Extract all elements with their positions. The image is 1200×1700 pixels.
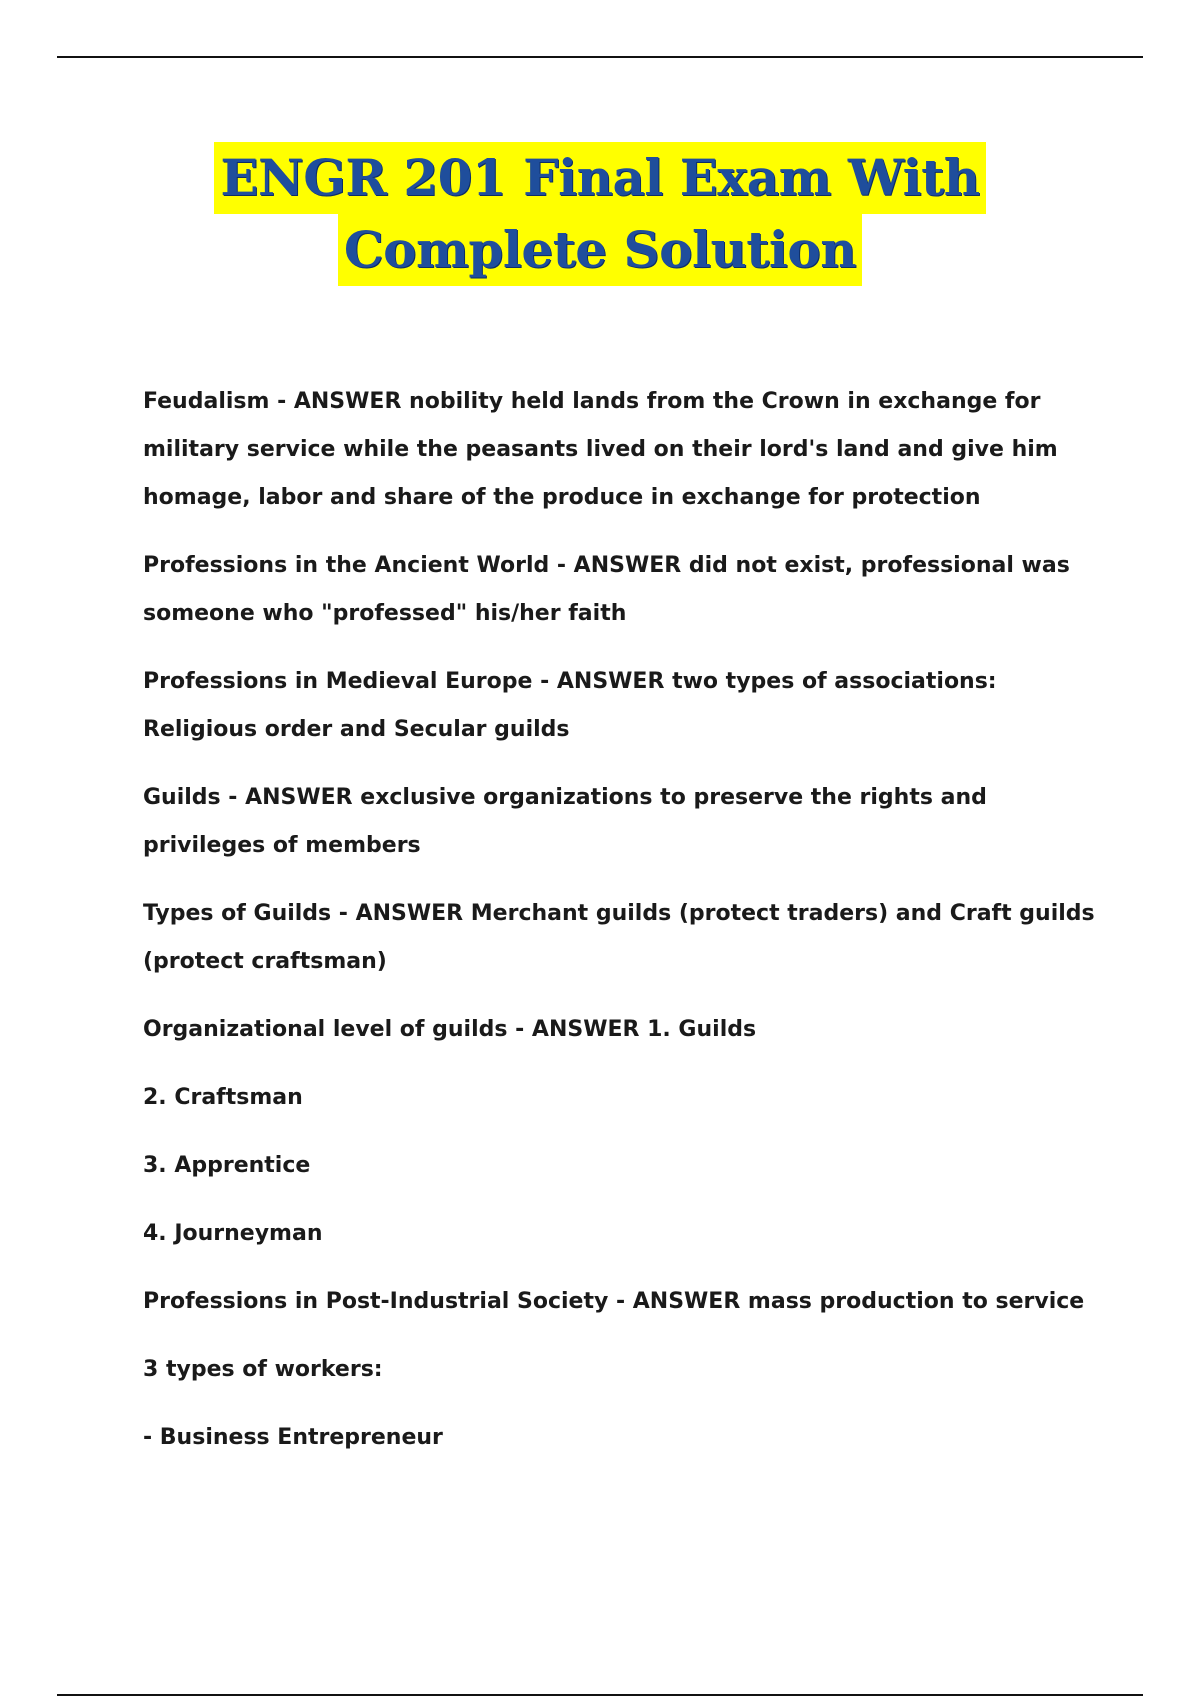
list-item-craftsman: 2. Craftsman [143, 1085, 303, 1110]
qa-entry-types-of-guilds: Types of Guilds - ANSWER Merchant guilds (protect traders) and Craft guilds (protect craftsman) [143, 901, 1095, 974]
qa-entry-guilds: Guilds - ANSWER exclusive organizations to preserve the rights and privileges of members [143, 785, 987, 858]
top-rule [57, 56, 1143, 58]
list-heading-types-of-workers: 3 types of workers: [143, 1357, 383, 1382]
qa-entry-organizational-level: Organizational level of guilds - ANSWER 1. Guilds [143, 1017, 757, 1042]
bottom-rule [57, 1694, 1143, 1696]
list-item-apprentice: 3. Apprentice [143, 1153, 311, 1178]
qa-entry-professions-ancient-world: Professions in the Ancient World - ANSWER did not exist, professional was someone who "professed" his/her faith [143, 553, 1070, 626]
page-title [0, 142, 1200, 286]
title-line-1: ENGR 201 Final Exam With [214, 142, 985, 214]
qa-entry-post-industrial-society: Professions in Post-Industrial Society - ANSWER mass production to service [143, 1289, 1085, 1314]
title-line-2: Complete Solution [338, 214, 862, 286]
qa-entry-feudalism: Feudalism - ANSWER nobility held lands from the Crown in exchange for military service while the peasants lived on their lord's land and give him homage, labor and share of the produce in exchange for protection [143, 389, 1058, 510]
list-item-business-entrepreneur: - Business Entrepreneur [143, 1425, 443, 1450]
list-item-journeyman: 4. Journeyman [143, 1221, 323, 1246]
qa-entry-professions-medieval-europe: Professions in Medieval Europe - ANSWER two types of associations: Religious order and Secular guilds [143, 669, 997, 742]
qa-list [143, 378, 1103, 1482]
